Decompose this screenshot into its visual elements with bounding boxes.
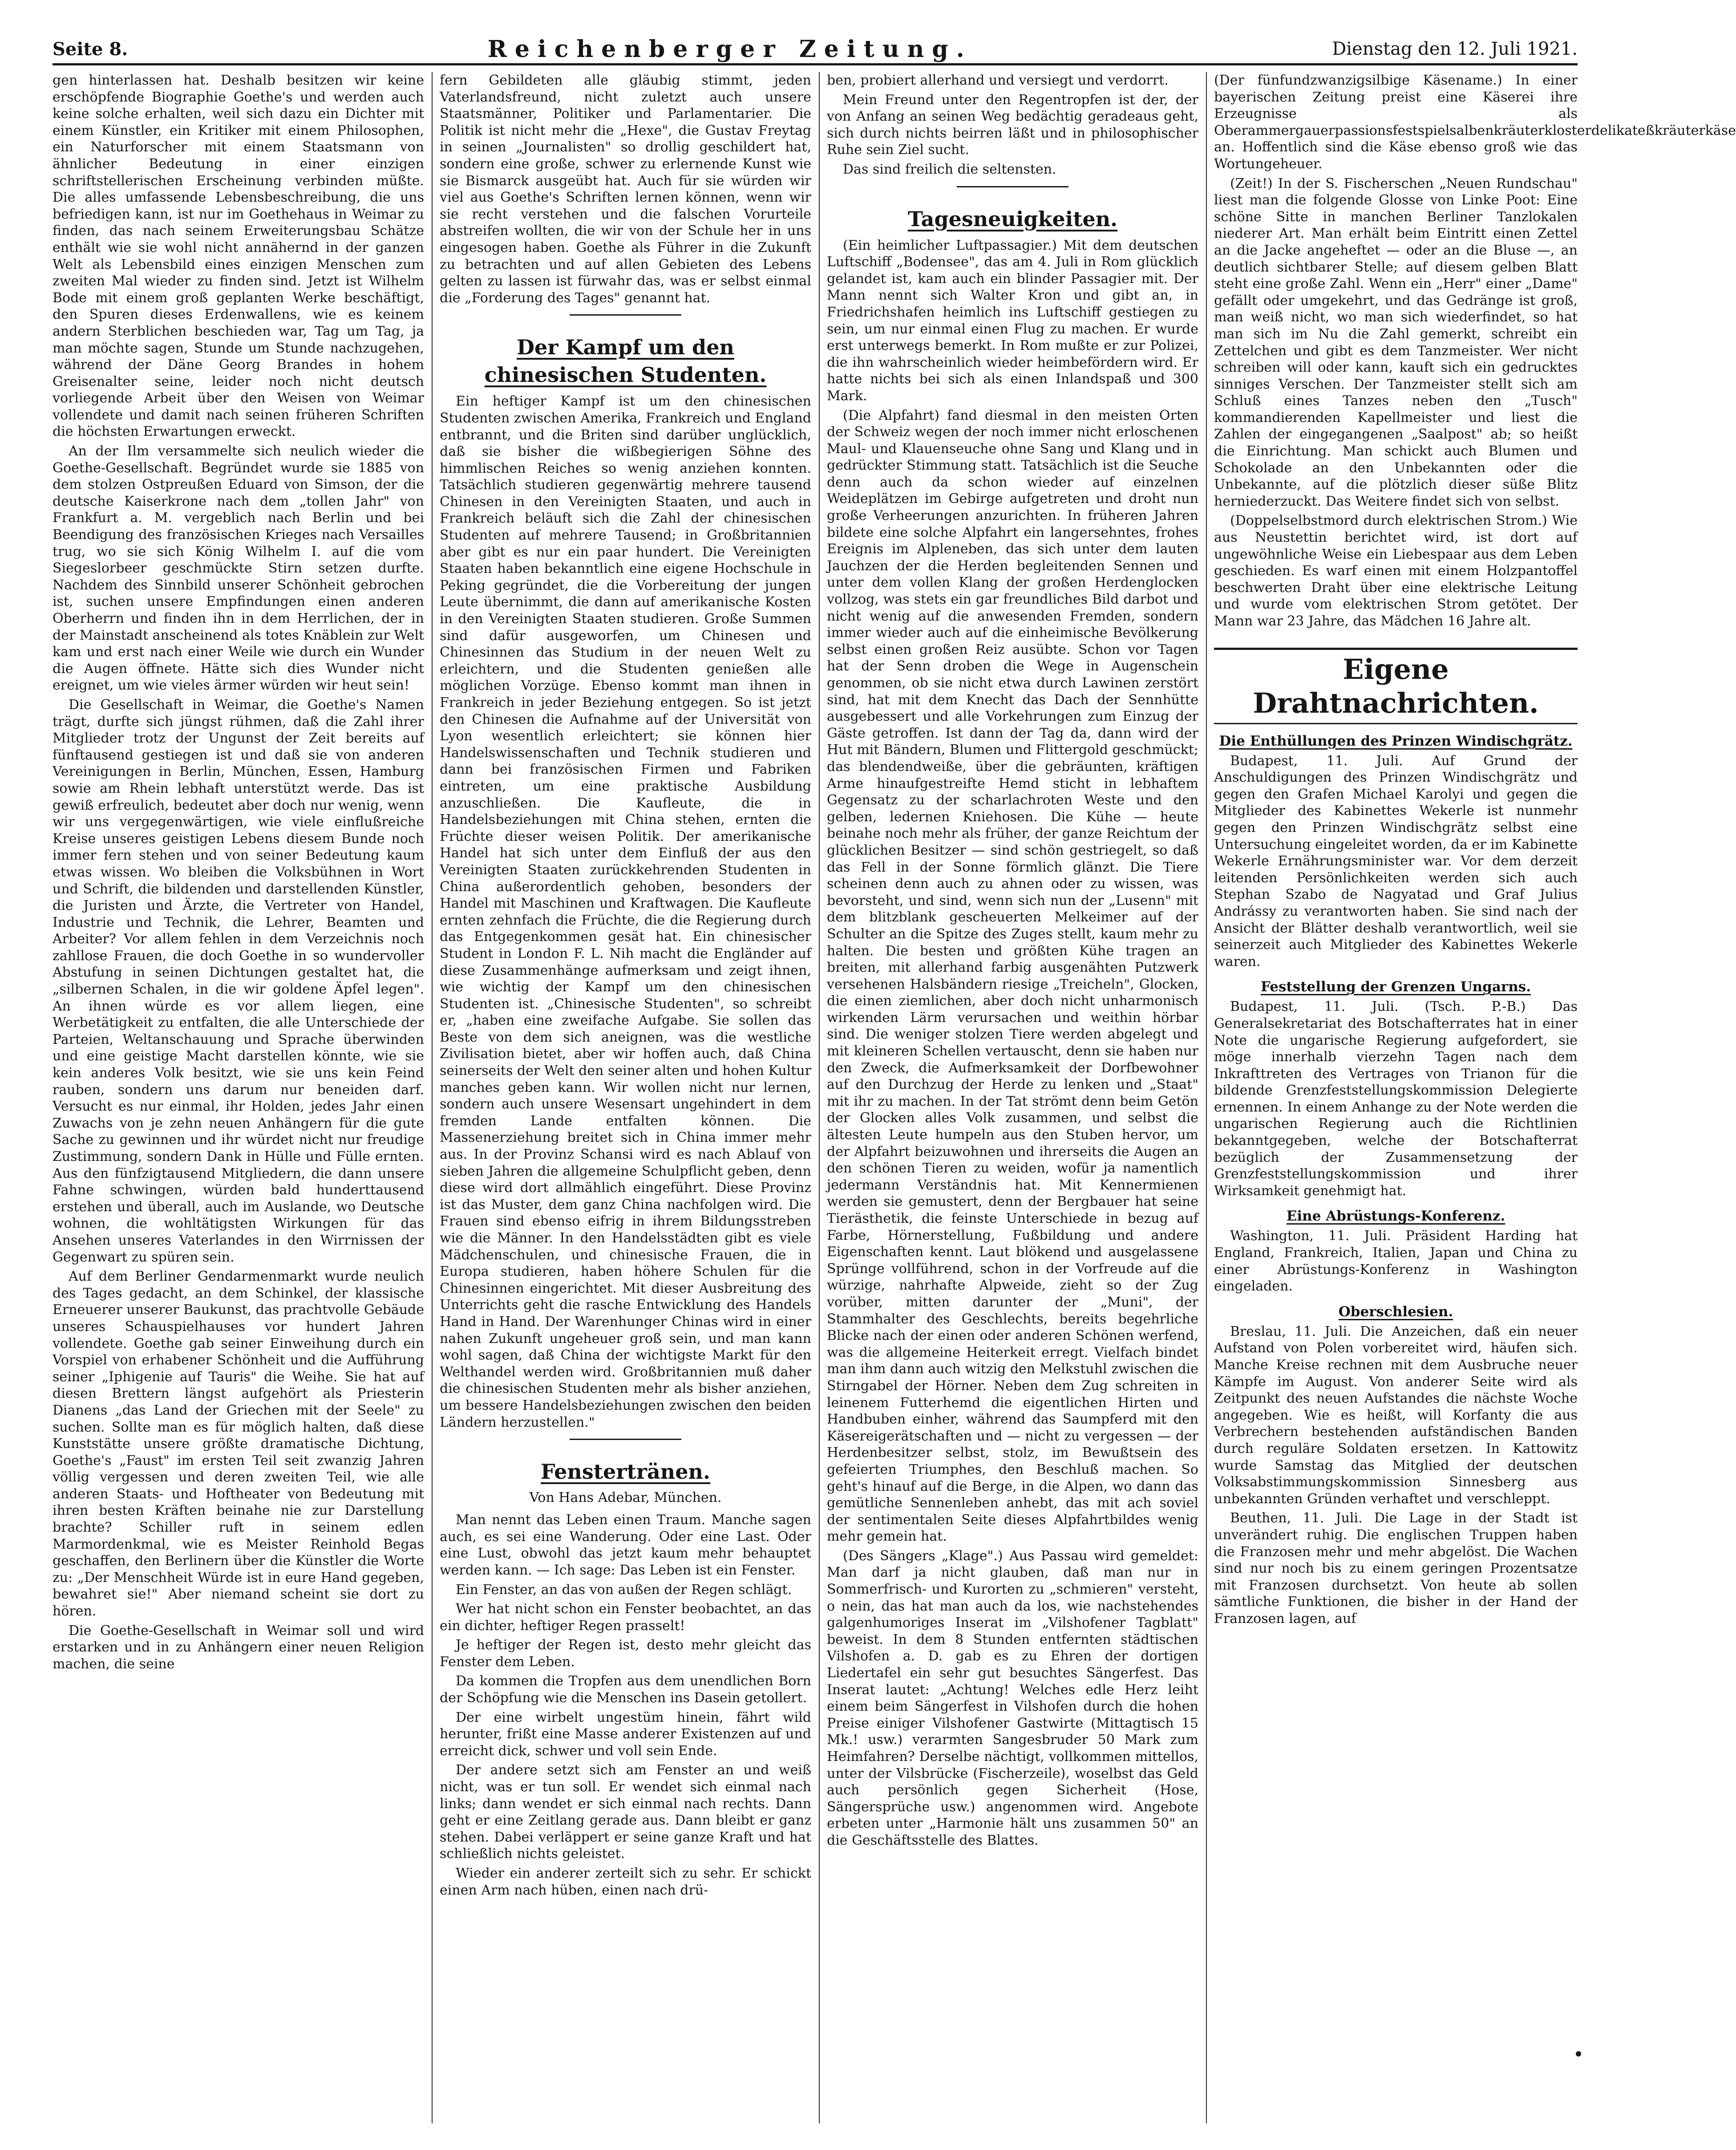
dispatch-paragraph: Washington, 11. Juli. Präsident Harding hat England, Frankreich, Italien, Japan und China zu einer Abrüstungs-Konferenz in Washington eingeladen.	[1214, 1228, 1578, 1294]
article-paragraph: Je heftiger der Regen ist, desto mehr gleicht das Fenster dem Leben.	[440, 1637, 811, 1670]
subhead-grenzen-ungarns: Feststellung der Grenzen Ungarns.	[1260, 979, 1531, 995]
article-paragraph: ben, probiert allerhand und versiegt und verdorrt.	[827, 73, 1169, 88]
section-divider	[957, 186, 1068, 187]
column-2	[440, 72, 811, 2123]
page-number: Seite 8.	[53, 38, 128, 60]
article-paragraph: Der eine wirbelt ungestüm hinein, fährt wild herunter, frißt eine Masse anderer Existenzen auf und erreicht dick, schwer und voll sein Ende.	[440, 1709, 811, 1759]
issue-date: Dienstag den 12. Juli 1921.	[1332, 39, 1578, 59]
article-paragraph: fern Gebildeten alle gläubig stimmt, jeden Vaterlandsfreund, nicht zuletzt auch unsere Staatsmänner, Politiker und Parlamentarier. Die Politik ist nicht mehr die „Hexe", die Gustav Freytag in seinen „Journalisten" so drollig geschildert hat, sondern eine große, schwer zu erlernende Kunst wie sie Bismarck ausgeübt hat. Auch für sie würden wir viel aus Goethe's Schriften lernen können, wenn wir sie recht verstehen und die falschen Vorurteile abstreifen wollten, die wir von der Schule her in uns eingesogen haben. Goethe als Führer in die Zukunft zu betrachten und auf allen Gebieten des Lebens gelten zu lassen ist fürwahr das, was er selbst einmal die „Forderung des Tages" genannt hat.	[440, 73, 811, 306]
headline-drahtnachrichten: Eigene Drahtnachrichten.	[1214, 648, 1578, 724]
article-paragraph: Da kommen die Tropfen aus dem unendlichen Born der Schöpfung wie die Menschen ins Dasein getollert.	[440, 1673, 811, 1706]
news-item: (Zeit!) In der S. Fischerschen „Neuen Rundschau" liest man die folgende Glosse von Linke Poot: Eine schöne Sitte in manchen Berliner Tanzlokalen niederer Art. Man erhält beim Eintritt einen Zettel an die Jacke angeheftet — oder an die Bluse —, an deutlich sichtbarer Stelle; auf diesem gelben Blatt steht eine große Zahl. Wenn ein „Herr" einer „Dame" gefällt oder umgekehrt, und das Gedränge ist groß, man weiß nicht, wo man sich wiederfindet, so hat man sich im Nu die Zahl gemerkt, schreibt ein Zettelchen und gibt es dem Tanzmeister. Wer nicht schreiben will oder kann, kauft sich ein gedrucktes sinniges Verschen. Der Tanzmeister stellt sich am Schluß eines Tanzes neben den „Tusch" kommandierenden Kapellmeister und liest die Zahlen der eingegangenen „Saalpost" ab; so heißt die Einrichtung. Man schickt auch Blumen und Schokolade an den Unbekannten oder die Unbekannte, auf die plötzlich dieser süße Blitz herniederzuckt. Das Weitere findet sich von selbst.	[1214, 175, 1578, 509]
column-1	[53, 72, 424, 2123]
subhead-windischgraetz: Die Enthüllungen des Prinzen Windischgrätz.	[1219, 733, 1573, 749]
article-paragraph: Ein Fenster, an das von außen der Regen schlägt.	[456, 1582, 792, 1598]
column-4	[1214, 72, 1736, 2123]
section-divider	[570, 314, 681, 316]
headline-tagesneuigkeiten: Tagesneuigkeiten.	[907, 207, 1118, 231]
column-rule	[432, 72, 433, 2123]
article-paragraph: Ein heftiger Kampf ist um den chinesischen Studenten zwischen Amerika, Frankreich und England entbrannt, und die Briten sind darüber unglücklich, daß sie bisher die wißbegierigen Söhne des himmlischen Reiches so wenig anziehen konnten. Tatsächlich studieren gegenwärtig mehrere tausend Chinesen in den Vereinigten Staaten, und auch in Frankreich beläuft sich die Zahl der chinesischen Studenten auf mehrere Tausend; in Großbritannien aber gibt es nur ein paar hundert. Die Vereinigten Staaten haben bekanntlich eine eigene Hochschule in Peking gegründet, die die Vorbereitung der jungen Leute übernimmt, die dann auf amerikanische Kosten in den Vereinigten Staaten studieren. Große Summen sind dafür ausgeworfen, um Chinesen und Chinesinnen das Studium in der neuen Welt zu erleichtern, und die Studenten genießen alle möglichen Vorzüge. Ebenso kommt man ihnen in Frankreich in jeder Beziehung entgegen. So ist jetzt den Chinesen die Aufnahme auf der Universität von Lyon wesentlich erleichtert; sie können hier Handelswissenschaften und Technik studieren und dann bei französischen Firmen und Fabriken eintreten, um eine praktische Ausbildung anzuschließen. Die Kaufleute, die in Handelsbeziehungen mit China stehen, ernten die Früchte dieser weisen Politik. Der amerikanische Handel hat sich unter dem Einfluß der aus den Vereinigten Staaten zurückkehrenden Studenten in China außerordentlich gehoben, besonders der Handel mit Maschinen und Kraftwagen. Die Kaufleute ernten zehnfach die Früchte, die die Regierung durch das Entgegenkommen gesät hat. Ein chinesischer Student in London F. L. Nih macht die Engländer auf diese Zusammenhänge aufmerksam und zeigt ihnen, wie wichtig der Kampf um den chinesischen Studenten ist. „Chinesische Studenten", so schreibt er, „haben eine zweifache Aufgabe. Sie sollen das Beste von dem sich aneignen, was die westliche Zivilisation bietet, aber wir hoffen auch, daß China seinerseits der Welt den seiner alten und hohen Kultur manches geben kann. Wir wollen nicht nur lernen, sondern auch unsere Wesensart ungehindert in dem fremden Lande entfalten können. Die Massenerziehung breitet sich in China immer mehr aus. In der Provinz Schansi wird es nach Ablauf von sieben Jahren die allgemeine Schulpflicht geben, denn diese wird dort allmählich eingeführt. Diese Provinz ist das Muster, dem ganz China nachfolgen wird. Die Frauen sind ebenso eifrig in ihrem Bildungsstreben wie die Männer. In den Handelsstädten gibt es viele Mädchenschulen, und chinesische Frauen, die in Europa studieren, haben höhere Schulen für die Chinesinnen eingerichtet. Mit dieser Ausbreitung des Unterrichts geht die rasche Entwicklung des Handels Hand in Hand. Der Warenhunger Chinas wird in einer nahen Zukunft ungeheuer groß sein, und man kann wohl sagen, daß China der wichtigste Markt für den Welthandel werden wird. Großbritannien muß daher die chinesischen Studenten mehr als bisher anziehen, um bessere Handelsbeziehungen zwischen den beiden Ländern herzustellen."	[440, 393, 811, 1430]
article-paragraph: Wer hat nicht schon ein Fenster beobachtet, an das ein dichter, heftiger Regen prasselt!	[440, 1601, 811, 1634]
column-rule	[1206, 72, 1207, 2123]
article-paragraph: Die Goethe-Gesellschaft in Weimar soll und wird erstarken und in zu Anhängern einer neuen Religion machen, die seine	[53, 1623, 424, 1672]
dispatch-paragraph: Breslau, 11. Juli. Die Anzeichen, daß ein neuer Aufstand von Polen vorbereitet wird, häufen sich. Manche Kreise rechnen mit dem Ausbruche neuer Kämpfe im August. Von anderer Seite wird als Zeitpunkt des neuen Aufstandes die nächste Woche angegeben. Wie es heißt, will Korfanty die aus Verbrechern bestehenden aufständischen Banden durch reguläre Soldaten ersetzen. In Kattowitz wurde Samstag das Mitglied der deutschen Volksabstimmungskommission Sinnesberg aus unbekannten Gründen verhaftet und verschleppt.	[1214, 1323, 1578, 1507]
article-paragraph: gen hinterlassen hat. Deshalb besitzen wir keine erschöpfende Biographie Goethe's und werden auch keine solche erhalten, weil sich dazu ein Dichter mit einem Künstler, ein Kritiker mit einem Philosophen, ein Naturforscher mit einem Staatsmann von ähnlicher Bedeutung in einer einzigen schriftstellerischen Erscheinung verbinden müßte. Die alles umfassende Lebensbeschreibung, die uns befriedigen kann, ist nur im Goethehaus in Weimar zu finden, das nach seinem Erweiterungsbau Schätze enthält wie sie wohl nicht annähernd in der ganzen Welt als Lebensbild eines einzigen Menschen zum zweiten Mal wieder zu finden sind. Jetzt ist Wilhelm Bode mit einem groß geplanten Werke beschäftigt, den Spuren dieses Erdenwallens, wie es keinem andern Sterblichen beschieden war, Tag um Tag, ja man möchte sagen, Stunde um Stunde nachzugehen, während der Däne Georg Brandes in hohem Greisenalter seine, leider noch nicht deutsch vorliegende Arbeit über den Weisen von Weimar vollendete und damit nach seinen früheren Schriften die höchsten Erwartungen erweckt.	[53, 73, 424, 440]
article-paragraph: Der andere setzt sich am Fenster an und weiß nicht, was er tun soll. Er wendet sich einmal nach links; dann wendet er sich einmal nach rechts. Dann geht er eine Zeitlang gerade aus. Dann bleibt er ganz stehen. Dabei verläppert er seine ganze Kraft und hat schließlich nichts geleistet.	[440, 1762, 811, 1862]
dispatch-paragraph: Budapest, 11. Juli. Auf Grund der Anschuldigungen des Prinzen Windischgrätz und gegen den Grafen Michael Karolyi und gegen die Mitglieder des Kabinettes Wekerle ist nunmehr gegen den Prinzen Windischgrätz selbst eine Untersuchung eingeleitet worden, da er im Kabinette Wekerle Ernährungsminister war. Vor dem derzeit leitenden Persönlichkeiten werden sich auch Stephan Szabo de Nagyatad und Graf Julius Andrássy zu verantworten haben. Sie sind nach der Ansicht der Blätter deshalb verantwortlich, weil sie seinerzeit auch Mitglieder des Kabinettes Wekerle waren.	[1214, 753, 1578, 970]
article-paragraph: Mein Freund unter den Regentropfen ist der, der von Anfang an seinen Weg bedächtig geradeaus geht, sich durch nichts beirren läßt und in philosophischer Ruhe sein Ziel sucht.	[827, 92, 1198, 158]
subhead-abruestungs-konferenz: Eine Abrüstungs-Konferenz.	[1286, 1208, 1505, 1225]
column-rule	[819, 72, 820, 2123]
article-paragraph: Auf dem Berliner Gendarmenmarkt wurde neulich des Tages gedacht, an dem Schinkel, der klassische Erneuerer unserer Baukunst, das prachtvolle Gebäude unseres Schauspielhauses vor hundert Jahren vollendete. Goethe gab seiner Einweihung durch ein Vorspiel von erhabener Schönheit und die Aufführung seiner „Iphigenie auf Tauris" die Weihe. Sie hat auf diesen Brettern längst aufgehört als Priesterin Dianens „das Land der Griechen mit der Seele" zu suchen. Sollte man es für möglich halten, daß diese Kunststätte unsere größte dramatische Dichtung, Goethe's „Faust" im ersten Teil seit zwanzig Jahren völlig vergessen und deren zweiten Teil, wie alle anderen Staats- und Hoftheater von Bedeutung mit ihren besten Kräften beinahe nie zur Darstellung brachte? Schiller ruft in seinem edlen Marmordenkmal, wie es Meister Reinhold Begas geschaffen, den Berlinern über die Künstler die Worte zu: „Der Menschheit Würde ist in eure Hand gegeben, bewahret sie!" Aber niemand scheint sie dort zu hören.	[53, 1269, 424, 1619]
print-mark	[1576, 2051, 1581, 2057]
news-item: (Die Alpfahrt) fand diesmal in den meisten Orten der Schweiz wegen der noch immer nicht erloschenen Maul- und Klauenseuche ohne Sang und Klang und in gedrückter Stimmung statt. Tatsächlich ist die Seuche denn auch da schon wieder auf einzelnen Weideplätzen im Gebirge aufgetreten und droht nun große Verheerungen anzurichten. In früheren Jahren bildete eine solche Alpfahrt ein langersehntes, frohes Ereignis im Alpleneben, das sich unter dem lauten Jauchzen der die Herden begleitenden Sennen und unter dem vollen Klang der großen Herdenglocken vollzog, was stets ein gar freundliches Bild darbot und nicht wenig auf die anwesenden Fremden, sondern immer wieder auch auf die einheimische Bevölkerung selbst einen großen Reiz ausübte. Schon vor Tagen hat der Senn droben die Wege in Augenschein genommen, ob sie nicht etwa durch Lawinen zerstört sind, hat mit dem Knecht das Dach der Sennhütte ausgebessert und alle Vorkehrungen zum Einzug der Gäste getroffen. Ist dann der Tag da, dann wird der Hut mit Bändern, Blumen und Flittergold geschmückt; das blendendweiße, über die gebräunten, kräftigen Arme hinaufgestreifte Hemd sticht in lebhaftem Gegensatz zu der scharlachroten Weste und den gelben, ledernen Kniehosen. Die Kühe — heute beinahe noch mehr als früher, der ganze Reichtum der glücklichen Besitzer — sind schön gestriegelt, so daß das Fell in der Sonne förmlich glänzt. Die Tiere scheinen denn auch zu ahnen oder zu wissen, was bevorsteht, und sind, wenn sich nun der „Lusenn" mit dem blitzblank gescheuerten Melkeimer auf der Schulter an die Spitze des Zuges stellt, kaum mehr zu halten. Die besten und größten Kühe tragen an breiten, mit allerhand farbig ausgenähten Putzwerk versehenen Halsbändern riesige „Treicheln", Glocken, die einen ziemlichen, aber doch nicht unharmonisch wirkenden Lärm verursachen und weithin hörbar sind. Die weniger stolzen Tiere werden abgelegt und mit kleineren Schellen vertauscht, denn sie haben nur den Zweck, die Aufmerksamkeit der Dorfbewohner auf den Durchzug der Herde zu lenken und „Staat" mit ihr zu machen. In der Tat strömt denn beim Getön der Glocken alles Volk zusammen, und selbst die ältesten Leute humpeln aus den Stuben hervor, um der Alpfahrt beizuwohnen und ihrerseits die Augen an den schönen Tieren zu weiden, wofür ja namentlich jedermann Verständnis hat. Mit Kennermienen werden sie gemustert, denn der Bergbauer hat seine Tierästhetik, die feinste Unterschiede in bezug auf Farbe, Hörnerstellung, Fußbildung und andere Eigenschaften kennt. Laut blökend und ausgelassene Sprünge vollführend, schon in der Vorfreude auf die würzige, nahrhafte Alpweide, zieht so der Zug vorüber, mitten darunter der „Muni", der Stammhalter des Geschlechts, bereits begehrliche Blicke nach der einen oder anderen Schönen werfend, was die allgemeine Heiterkeit erregt. Vielfach bindet man ihm dann auch witzig den Melkstuhl zwischen die Stirngabel der Hörner. Neben dem Zug schreiten in leinenem Futterhemd die eigentlichen Hirten und Handbuben einher, während das Saumpferd mit den Käsereigerätschaften und — nicht zu vergessen — der Herdenbesitzer selbst, stolz, im Bewußtsein des gefeierten Triumphes, den Beschluß machen. So geht's hinauf auf die Berge, in die Alpen, wo dann das gemütliche Sennenleben anhebt, das mit ach soviel der sentimentalen Seite dieses Alpfahrtbildes wenig mehr gemein hat.	[827, 407, 1198, 1545]
headline-fenstertraenen: Fenstertränen.	[541, 1460, 710, 1484]
masthead	[53, 35, 1578, 65]
article-paragraph: Die Gesellschaft in Weimar, die Goethe's Namen trägt, durfte sich jüngst rühmen, daß die Zahl ihrer Mitglieder trotz der Ungunst der Zeit bereits auf fünftausend gestiegen ist und daß sie von anderen Vereinigungen in Berlin, München, Essen, Hamburg sowie am Rhein lebhaft unterstützt werde. Das ist gewiß erfreulich, bedeutet aber doch nur wenig, wenn wir uns vergegenwärtigen, wie viele einflußreiche Kreise unseres geistigen Lebens diesem Bunde noch immer fern stehen und von seiner Bedeutung kaum etwas wissen. Wo bleiben die Volksbühnen in Wort und Schrift, die bildenden und darstellenden Künstler, die Juristen und Ärzte, die Vertreter von Handel, Industrie und Technik, die Lehrer, Beamten und Arbeiter? Vor allem fehlen in dem Verzeichnis noch zahllose Frauen, die doch Goethe in so wundervoller Abstufung in seinen Dichtungen gestaltet hat, die „silbernen Schalen, in die wir goldene Äpfel legen". An ihnen würde es vor allem liegen, eine Werbetätigkeit zu entfalten, die alle Unterschiede der Parteien, Weltanschauung und Sprache überwinden und eine geistige Macht darstellen könnte, wie sie kein anderes Volk besitzt, wie sie uns kein Feind rauben, sondern uns darum nur beneiden darf. Versucht es nur einmal, ihr Holden, jedes Jahr einen Zuwachs von je zehn neuen Anhängern für die gute Sache zu gewinnen und ihr würdet nicht nur freudige Zustimmung, sondern Dank in Hülle und Fülle ernten. Aus den fünfzigtausend Mitgliedern, die dann unsere Fahne schwingen, würden bald hunderttausend erstehen und überall, auch im Auslande, wo Deutsche wohnen, die wohltätigsten Wirkungen für das Ansehen unseres Vaterlandes in den Wirrnissen der Gegenwart zu spüren sein.	[53, 697, 424, 1265]
article-paragraph: Man nennt das Leben einen Traum. Manche sagen auch, es sei eine Wanderung. Oder eine Last. Oder eine Lust, obwohl das jetzt kaum mehr behauptet werden kann. — Ich sage: Das Leben ist ein Fenster.	[440, 1512, 811, 1578]
dispatch-paragraph: Beuthen, 11. Juli. Die Lage in der Stadt ist unverändert ruhig. Die englischen Truppen haben die Franzosen mehr und mehr abgelöst. Die Wachen sind nur noch bis zu einem geringen Prozentsatze mit Franzosen durchsetzt. Von heute ab sollen sämtliche Funktionen, die bisher in der Hand der Franzosen lagen, auf	[1214, 1510, 1578, 1627]
article-paragraph: Das sind freilich die seltensten.	[843, 161, 1056, 177]
byline: Von Hans Adebar, München.	[529, 1490, 722, 1506]
news-item: (Ein heimlicher Luftpassagier.) Mit dem deutschen Luftschiff „Bodensee", das am 4. Juli in Rom glücklich gelandet ist, kam auch ein blinder Passagier mit. Der Mann nennt sich Walter Kron und gibt an, in Friedrichshafen heimlich ins Luftschiff gestiegen zu sein, um nur einmal einen Flug zu machen. Er wurde erst unterwegs bemerkt. In Rom mußte er zur Polizei, die ihn wahrscheinlich wieder heimbefördern wird. Er hatte nichts bei sich als einen Inlandspaß und 300 Mark.	[827, 237, 1198, 404]
subhead-oberschlesien: Oberschlesien.	[1338, 1303, 1453, 1320]
newspaper-title: Reichenberger Zeitung.	[487, 35, 972, 63]
news-item: (Doppelselbstmord durch elektrischen Strom.) Wie aus Neustettin berichtet wird, ist dort auf ungewöhnliche Weise ein Liebespaar aus dem Leben geschieden. Es warf einen mit einem Holzpantoffel beschwerten Draht über eine elektrische Leitung und wurde vom elektrischen Strom getötet. Der Mann war 23 Jahre, das Mädchen 16 Jahre alt.	[1214, 513, 1578, 629]
news-item: (Der fünfundzwanzigsilbige Käsename.) In einer bayerischen Zeitung preist eine Käserei ihre Erzeugnisse als Oberammergauerpassionsfestspielsalbenkräuterklosterdelikateßkräuterkäse an. Hoffentlich sind die Käse ebenso groß wie das Wortungeheuer.	[1214, 73, 1736, 172]
section-divider	[570, 1439, 681, 1440]
dispatch-paragraph: Budapest, 11. Juli. (Tsch. P.-B.) Das Generalsekretariat des Botschafterrates hat in einer Note die ungarische Regierung aufgefordert, sie möge innerhalb vierzehn Tagen nach dem Inkrafttreten des Vertrages von Trianon für die bildende Grenzfeststellungskommission Delegierte ernennen. In einem Anhange zu der Note werden die ungarischen Regierung auch die Richtlinien bekanntgegeben, welche der Botschafterrat bezüglich der Zusammensetzung der Grenzfeststellungskommission und ihrer Wirksamkeit genehmigt hat.	[1214, 999, 1578, 1199]
columns	[53, 72, 1736, 2123]
news-item: (Des Sängers „Klage".) Aus Passau wird gemeldet: Man darf ja nicht glauben, daß man nur in Sommerfrisch- und Kurorten zu „schmieren" versteht, o nein, das hat man auch da los, wie nachstehendes galgenhumoriges Inserat im „Vilshofener Tagblatt" beweist. In dem 8 Stunden entfernten städtischen Vilshofen a. D. gab es zu Ehren der dortigen Liedertafel ein sehr gut besuchtes Sängerfest. Das Inserat lautet: „Achtung! Welches edle Herz leiht einem beim Sängerfest in Vilshofen durch die hohen Preise einiger Vilshofener Gastwirte (Mittagtisch 15 Mk.! usw.) verarmten Sangesbruder 50 Mark zum Heimfahren? Derselbe nächtigt, vollkommen mittellos, unter der Vilsbrücke (Fischerzeile), woselbst das Geld auch persönlich gegen Sicherheit (Hose, Sängersprüche usw.) angenommen wird. Angebote erbeten unter „Harmonie hält uns zusammen 50" an die Geschäftsstelle des Blattes.	[827, 1548, 1198, 1848]
article-paragraph: An der Ilm versammelte sich neulich wieder die Goethe-Gesellschaft. Begründet wurde sie 1885 von dem stolzen Ostpreußen Eduard von Simson, der die deutsche Kaiserkrone nach dem „tollen Jahr" von Frankfurt a. M. vergeblich nach Berlin und bei Beendigung des französischen Krieges nach Versailles trug, wo sie sich König Wilhelm I. auf die vom Siegeslorbeer geschmückte Stirn setzen durfte. Nachdem des Sinnbild unserer Schönheit gebrochen ist, suchen unsere Empfindungen einen anderen Oberherrn und finden ihn in dem Herrlichen, der in der Mainstadt anscheinend als totes Knäblein zur Welt kam und erst nach einer Weile wie durch ein Wunder die Augen öffnete. Hätte sich dies Wunder nicht ereignet, um wie vieles ärmer würden wir heut sein!	[53, 443, 424, 694]
column-3	[827, 72, 1198, 2123]
headline-chinese-students: Der Kampf um den chinesischen Studenten.	[484, 335, 767, 387]
article-paragraph: Wieder ein anderer zerteilt sich zu sehr. Er schickt einen Arm nach hüben, einen nach drü-	[440, 1866, 811, 1898]
